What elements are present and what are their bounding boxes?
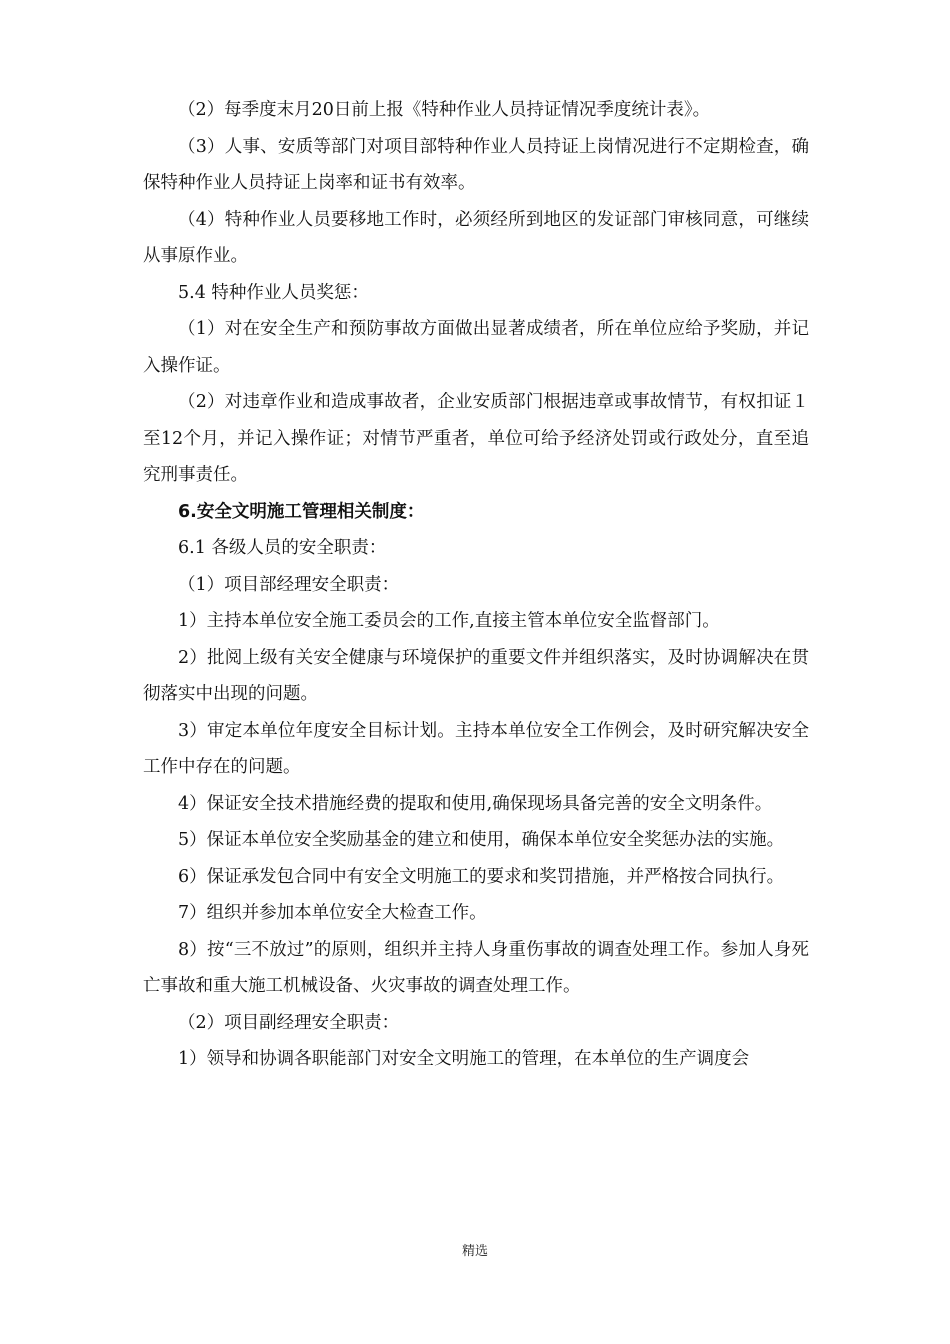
list-item: 1）领导和协调各职能部门对安全文明施工的管理，在本单位的生产调度会 [178, 1049, 750, 1069]
list-item: 2）批阅上级有关安全健康与环境保护的重要文件并组织落实，及时协调解决在贯彻落实中出现的问题。 [143, 647, 809, 704]
list-item: 3）审定本单位年度安全目标计划。主持本单位安全工作例会，及时研究解决安全工作中存在的问题。 [143, 720, 809, 777]
subsection-heading: （1）项目部经理安全职责： [178, 574, 400, 595]
paragraph: （4）特种作业人员要移地工作时，必须经所到地区的发证部门审核同意，可继续从事原作业。 [143, 209, 809, 266]
list-item: 6）保证承发包合同中有安全文明施工的要求和奖罚措施，并严格按合同执行。 [178, 866, 785, 887]
list-item: 1）主持本单位安全施工委员会的工作,直接主管本单位安全监督部门。 [178, 611, 720, 631]
subsection-heading: （2）项目副经理安全职责： [178, 1012, 400, 1033]
section-heading: 6.1 各级人员的安全职责： [178, 538, 387, 558]
paragraph: （1）对在安全生产和预防事故方面做出显著成绩者，所在单位应给予奖励，并记入操作证。 [143, 319, 809, 376]
page-footer: 精选 [461, 1244, 488, 1259]
document-body [143, 92, 809, 1078]
list-item: 8）按“三不放过”的原则，组织并主持人身重伤事故的调查处理工作。参加人身死亡事故和重大施工机械设备、火灾事故的调查处理工作。 [143, 939, 809, 996]
list-item: 5）保证本单位安全奖励基金的建立和使用，确保本单位安全奖惩办法的实施。 [178, 830, 785, 850]
paragraph: （2）每季度末月20日前上报《特种作业人员持证情况季度统计表》。 [178, 100, 711, 120]
section-heading: 5.4 特种作业人员奖惩： [178, 282, 369, 303]
paragraph: （3）人事、安质等部门对项目部特种作业人员持证上岗情况进行不定期检查，确保特种作业人员持证上岗率和证书有效率。 [143, 136, 809, 193]
list-item: 4）保证安全技术措施经费的提取和使用,确保现场具备完善的安全文明条件。 [178, 793, 773, 814]
chapter-heading: 6.安全文明施工管理相关制度： [178, 501, 425, 522]
list-item: 7）组织并参加本单位安全大检查工作。 [178, 903, 487, 923]
paragraph: （2）对违章作业和造成事故者，企业安质部门根据违章或事故情节，有权扣证１至12个月，并记入操作证；对情节严重者，单位可给予经济处罚或行政处分，直至追究刑事责任。 [143, 392, 809, 485]
